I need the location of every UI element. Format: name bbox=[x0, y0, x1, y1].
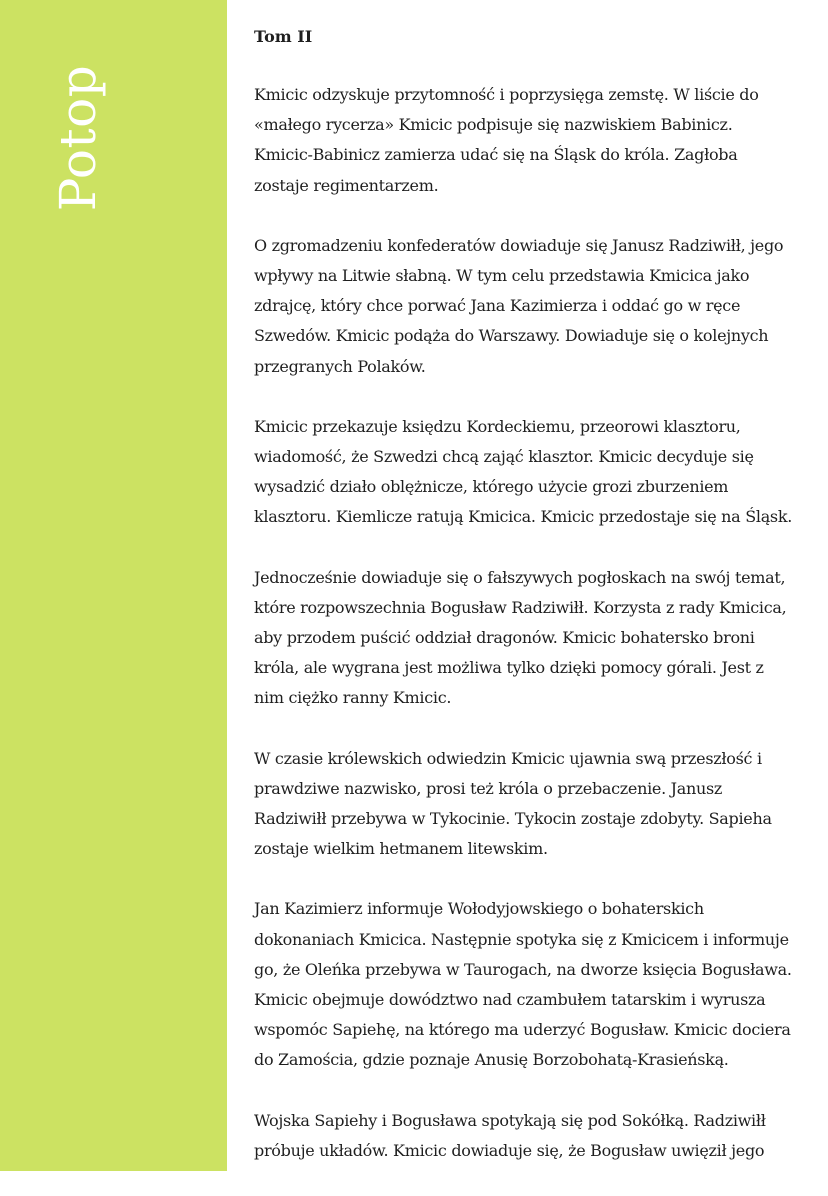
sidebar bbox=[0, 0, 227, 1171]
paragraph: W czasie królewskich odwiedzin Kmicic ujawnia swą przeszłość i prawdziwe nazwisko, prosi też króla o przebaczenie. Janusz Radziwiłł przebywa w Tykocinie. Tykocin zostaje zdobyty. Sapieha zostaje wielkim hetmanem litewskim. bbox=[254, 748, 772, 859]
volume-heading: Tom II bbox=[254, 27, 313, 46]
paragraph: Jednocześnie dowiaduje się o fałszywych pogłoskach na swój temat, które rozpowszechnia Bogusław Radziwiłł. Korzysta z rady Kmicica, aby przodem puścić oddział dragonów. Kmicic bohatersko broni króla, ale wygrana jest możliwa tylko dzięki pomocy górali. Jest z nim ciężko ranny Kmicic. bbox=[254, 567, 787, 708]
paragraph: Kmicic przekazuje księdzu Kordeckiemu, przeorowi klasztoru, wiadomość, że Szwedzi chcą zająć klasztor. Kmicic decyduje się wysadzić działo oblężnicze, którego użycie grozi zburzeniem klasztoru. Kiemlicze ratują Kmicica. Kmicic przedostaje się na Śląsk. bbox=[254, 416, 793, 527]
paragraph: Wojska Sapiehy i Bogusława spotykają się pod Sokółką. Radziwiłł próbuje układów. Kmicic dowiaduje się, że Bogusław uwięził jego bbox=[254, 1110, 766, 1160]
document-content bbox=[254, 22, 794, 1196]
paragraph: Jan Kazimierz informuje Wołodyjowskiego o bohaterskich dokonaniach Kmicica. Następnie spotyka się z Kmicicem i informuje go, że Oleńka przebywa w Taurogach, na dworze księcia Bogusława. Kmicic obejmuje dowództwo nad czambułem tatarskim i wyrusza wspomóc Sapiehę, na którego ma uderzyć Bogusław. Kmicic dociera do Zamościa, gdzie poznaje Anusię Borzobohatą-Krasieńską. bbox=[254, 899, 792, 1070]
paragraph: O zgromadzeniu konfederatów dowiaduje się Janusz Radziwiłł, jego wpływy na Litwie słabną. W tym celu przedstawia Kmicica jako zdrajcę, który chce porwać Jana Kazimierza i oddać go w ręce Szwedów. Kmicic podąża do Warszawy. Dowiaduje się o kolejnych przegranych Polaków. bbox=[254, 235, 784, 376]
book-title: Potop bbox=[49, 64, 107, 212]
paragraph: Kmicic odzyskuje przytomność i poprzysięga zemstę. W liście do «małego rycerza» Kmicic podpisuje się nazwiskiem Babinicz. Kmicic-Babinicz zamierza udać się na Śląsk do króla. Zagłoba zostaje regimentarzem. bbox=[254, 85, 759, 195]
